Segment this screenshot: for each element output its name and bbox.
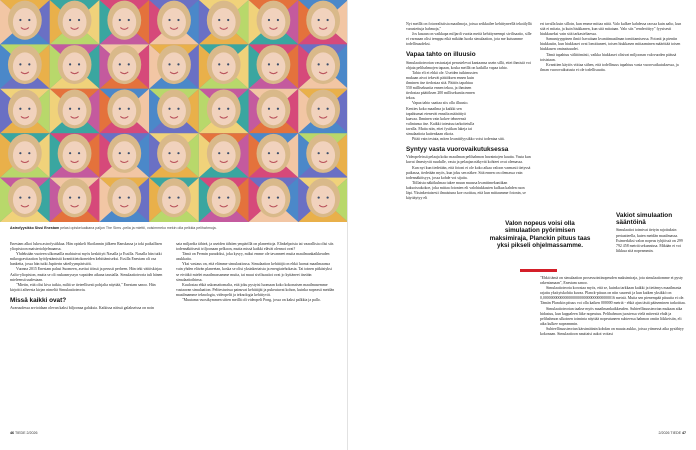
mosaic-tile [99, 133, 149, 177]
paragraph: Yhdeksään vuoteen ulkomailla mahtuivat myös keskittyit Nasalla ja Essilla. Nasalla hän tutki mikrogravitaation hyödyntämistä kvanttitietokoneiden kehittämiseksi. Essilla Enestam oli osa hanketta, jossa hän tutki Jupiterin säteilyympäristöä. [10, 252, 162, 267]
mosaic-tile [0, 0, 50, 44]
mosaic-tile [298, 0, 348, 44]
right-column-2 [540, 22, 686, 73]
paragraph: "Ehkä tämä on simulaation prosessointinopeuden maksimiraja, jota simulaatiomme ei pysty rakentamaan", Enestam sanoo. [540, 276, 683, 286]
page-number: 46 [10, 431, 14, 435]
mosaic-tile [149, 0, 199, 44]
paragraph: eri tavalla kuin silloin, kun emme mittaa niitä. Valo kulkee kahdessa raossa kuin aalto, kun sitä ei mitata, ja kuin hiukkanen, kun sitä mitataan. Valo siis "renderöityy" fyysisesti hiukkaseksi vain sitä tarkasteltaessa. [540, 22, 682, 37]
section-heading: Vakiot simulaation sääntöinä [616, 212, 673, 227]
mosaic-tile [199, 89, 249, 133]
section-heading: Syntyy vasta vuorovaikutuksessa [406, 146, 509, 154]
mosaic-tile [50, 0, 100, 44]
paragraph: Simulaatioteorian taakse myös maailmankaikkeuden. Suhteellisuusteorian mukaan aika hidastuu, kun kappaleen liike nopeutuu. Pelihahmon juostessa vielä miteestä ehdä ja pelihahmon ulkoinen toiminta näyttää nopeutuneen suhteessa hahmon omiin liikkeisiin, eli aika kulkee nopeammin. [540, 306, 683, 326]
mosaic-tile [99, 44, 149, 88]
mosaic-graphic [0, 0, 348, 222]
paragraph: Jos kasaan on vaikkapa miljardi vuotta meitä kehittyneempi sivilisaatio, sille ei varmaan olisi temppu eikä mikään luoda simulaation, jota me kutsumme todellisuudeksi. [406, 32, 532, 47]
paragraph: Kuulostaa ehkä uskomattomalta, että joku pystyisi luomaan koko kokonaisen maailmasemme vastaavan simulaation. Pelitestarissa painuvat kehittäjät ja pukeutuvat kohon, kuinka nopeasti meidän maailmamme teknologia, videopelit ja teknologia kehittyvät. [176, 282, 335, 297]
pull-quote: Valon nopeus voisi olla simulaation pyörimisen maksimiraja, Planckin pituus taas yksi pikseli ohjelmassamme. [489, 220, 591, 250]
section-heading: Vapaa tahto on illuusio [406, 51, 476, 59]
paragraph: Simulaatioteorian vastustajat perustelevat kantaansa usein sillä, ettei ihmisiä voi ohjata pelihahmojen tapaan, koska meillä on kaikilla vapaa tahto. [406, 60, 531, 70]
mosaic-tile [249, 0, 299, 44]
right-column-2-lower [616, 208, 686, 254]
paragraph: Tahto eli ei ehkä ole. Useiden tutkimusten mukaan aivot tekevät päätöksen ennen kuin ihminen itse tiedostaa sitä. Päätös tapahtuu 550 millisekuntia ennen tekoa, ja ihminen tiedostaa päätöksen 200 millisekuntia ennen tekoa. [406, 70, 478, 101]
magazine-issue: TIEDE 2/2026 [14, 431, 38, 435]
section-heading: Missä kaikki ovat? [10, 296, 67, 304]
paragraph: Tämä on Fermin paradoksi, joka kysyy, miksi emme ole tavanneet muita maailmankaikkeuden asukkaita. [176, 252, 330, 262]
mosaic-tile [249, 133, 299, 177]
mosaic-tile [249, 89, 299, 133]
paragraph: Vuonna 2015 Enestam palasi Suomeen, asettui töissä ja perusti perheen. Hän teki väitöskirjaa Aalto-yliopiston, mutta se oli raskasmyssyn vapaiden aikana taustalla. Simulaatioteoria tuli hänen mieleensä uudestaan. [10, 267, 163, 282]
page-number: 47 [682, 431, 686, 435]
left-footer [10, 431, 38, 435]
right-footer [658, 431, 686, 435]
mosaic-tile [50, 178, 100, 222]
mosaic-tile [0, 133, 50, 177]
mosaic-tile [149, 89, 199, 133]
mosaic-tile [199, 0, 249, 44]
left-column-1 [10, 242, 168, 311]
mosaic-tile [99, 89, 149, 133]
mosaic-tile [199, 133, 249, 177]
paragraph: Vapaa tahto saattaa siis olla illuusio. Kenties koko maailma ja kaikki sen tapahtumat etenevät ennalta määrättyä kaavaa. Ihminen vain kokee tehneensä valintansa itse. Kaikki toteutuu tarkoitetulla tavalla. Mutta niin, ettei fysiikan lakeja tai simulaatiota kuitenkaan rikota. [406, 101, 475, 136]
paragraph: Videopeleissä pelaaja koko maailman pelihahmon havaintojen kautta. Vasta kun kuvat ilmestyvät ruudulle, vasta ja pelaajan näkyvät kohteet ovat olemassa. [406, 155, 531, 165]
photo-caption [10, 226, 338, 230]
magazine-issue: 2/2026 TIEDE [658, 431, 681, 435]
paragraph: Nyt meillä on fotorealistisia maailmoja, joissa seikkailee kehittyneellä tekoälyllä varustettuja hahmoja," [406, 22, 532, 32]
right-column-2-bottom [540, 276, 686, 337]
paragraph: Enestam alkoi lukea astrofysiikkaa. Hän opiskeli Skotlannin jälkeen Ranskassa ja toki paikallisen yliopistoon maisteriohjelmaansa. [10, 242, 162, 252]
mosaic-tile [199, 44, 249, 88]
paragraph: Pitää vain testata, miten kvanttifyysikko voisi todentaa sitä. [412, 137, 505, 142]
paragraph: Simulaatiot toimivat tietyin rajoituksin periaatteella, kuten meidän maailmassa. Esimerkiksi valon nopeus tyhjiössä on 299 792 458 metriä sekunnissa. Mikään ei voi liikkua sitä nopeammin. [616, 228, 683, 253]
pull-quote-rule [520, 269, 557, 272]
paragraph: "Mietin, että olisi kiva tutkia, miltä se tieteellisesti pohjalta näyttää," Enestam sanoo. Hän kirjoitti aiheesta kirjan nimeltä Simulaatioteoria. [10, 282, 156, 292]
paragraph: Tiillaista näkökulmaa tukee muun muassa kvanttimekaniikan kaksoisrakokoe, joka mittaa fotonien eli valohiukkasten kulkua kahden raon läpi. Yksinkertaisesti ilmaistuna koe osoittaa, että kun mittaamme fotonin, se käyttäytyy eli [406, 180, 526, 201]
mosaic-tile [149, 44, 199, 88]
paragraph: Yksi vastaus on, että elämme simulaatiossa. Simulaation kehittäjä on ehkä luonut maailmaansa vain yhden elävän planeetan, koska se olisi yksinkertaista ja energiatehokasta. Tai toinen pitkästyksi se eivätkö mielet maailmassamme muita, tai muut sivilisaatiot ovat jo kyttäneet itseään simulaatioihinsa. [176, 262, 332, 282]
mosaic-tile [298, 89, 348, 133]
paragraph: Suhteellisuusteorian kärsimäänin kohdan on muuta aukko, joissa ytimessä aika pysähtyy kokonaan. Simulaatioon nauttaisi aukot voitasi [540, 326, 684, 337]
paragraph: Tämä tapahtuu välittömästi, vaikka hiukkaset olisivat miljoonan valovuoden päässä toisistaan. [540, 52, 677, 62]
caption-text: pelasi opiskeluaikana paljon The Sims -pelia ja miettii, voisimmeko mekin olla pelkkia pelihahmoja. [60, 226, 217, 230]
mosaic-tile [298, 178, 348, 222]
paragraph: Avaruudessa arvioidaan olevan kaksi biljoonaa galaksia. Kaikissa näissä galakseissa on noin [10, 306, 154, 311]
mosaic-tile [149, 133, 199, 177]
mosaic-tile [0, 89, 50, 133]
paragraph: Samantyyppinen ilmiö havaitaan kvanttimaailman tomittamisessa. Fotonit ja pieniin hiukkasiin, kun hiukkaset ovat lomittuneet, toisen hiukkasen mittaaminen määrittää toisen hiukkasen ominaisuudet. [540, 37, 681, 52]
paragraph: Simulaatioteoria korostaa myös, että se, kuinka tarkkaan kaikki ja tietämys maailmasta rajattu yksityiskohtia kuvaa. Planck-pituus on niin suuresti ja kun kaiken yksikkö on 0,0000000000000000000000000000000000016 metriä. Mutta sen pienempää pituutta ei ole. Tämän Planckin pituus voi olla kaiken 000000 metriä - ehkä ajan tästä pääseminen tarkoittaa. [540, 286, 686, 306]
mosaic-tile [298, 133, 348, 177]
mosaic-tile [99, 0, 149, 44]
mosaic-tile [0, 44, 50, 88]
mosaic-tile [298, 44, 348, 88]
mosaic-tile [50, 89, 100, 133]
mosaic-tile [50, 44, 100, 88]
mosaic-tile [149, 178, 199, 222]
mosaic-tile [249, 44, 299, 88]
paragraph: sata miljardia tähteä, ja useiden tähtien ympärillä on planeettoja. Elinkelpoisia tai vaarallisia olisi siis todennäköisesti triljoonaan pelkoon, mutta missä kaikki elävät olennot ovat? [176, 242, 334, 252]
left-column-2 [176, 242, 336, 303]
paragraph: "Muutama vuosikymmen sitten meillä oli videopeli Pong, jossa on kaksi palkkia ja pallo. [182, 298, 321, 303]
mosaic-tile [199, 178, 249, 222]
mosaic-tile [50, 133, 100, 177]
paragraph: Kvanttien käytös viittaa siihen, että todellisuus tapahtuu vasta vuorovaikutuksessa, ja ilman vuorovaikutusta ei ole todellisuutta. [540, 62, 679, 72]
mosaic-tile [249, 178, 299, 222]
paragraph: Kun nyt kun tiedetään, että fotoni ei ole koko aikaa valoon varmasti tietyssä paikassa, tiedetään myös, kun joku sen näkee. Sitä ennen on olemassa vain todennäköisyys, jossa kohde voi sijaita. [406, 165, 531, 180]
mosaic-tile [0, 178, 50, 222]
right-column-1 [406, 22, 532, 201]
mosaic-tile [99, 178, 149, 222]
caption-bold: Astrofyysikko Sissi Enestam [10, 226, 60, 230]
portrait-mosaic [0, 0, 348, 222]
